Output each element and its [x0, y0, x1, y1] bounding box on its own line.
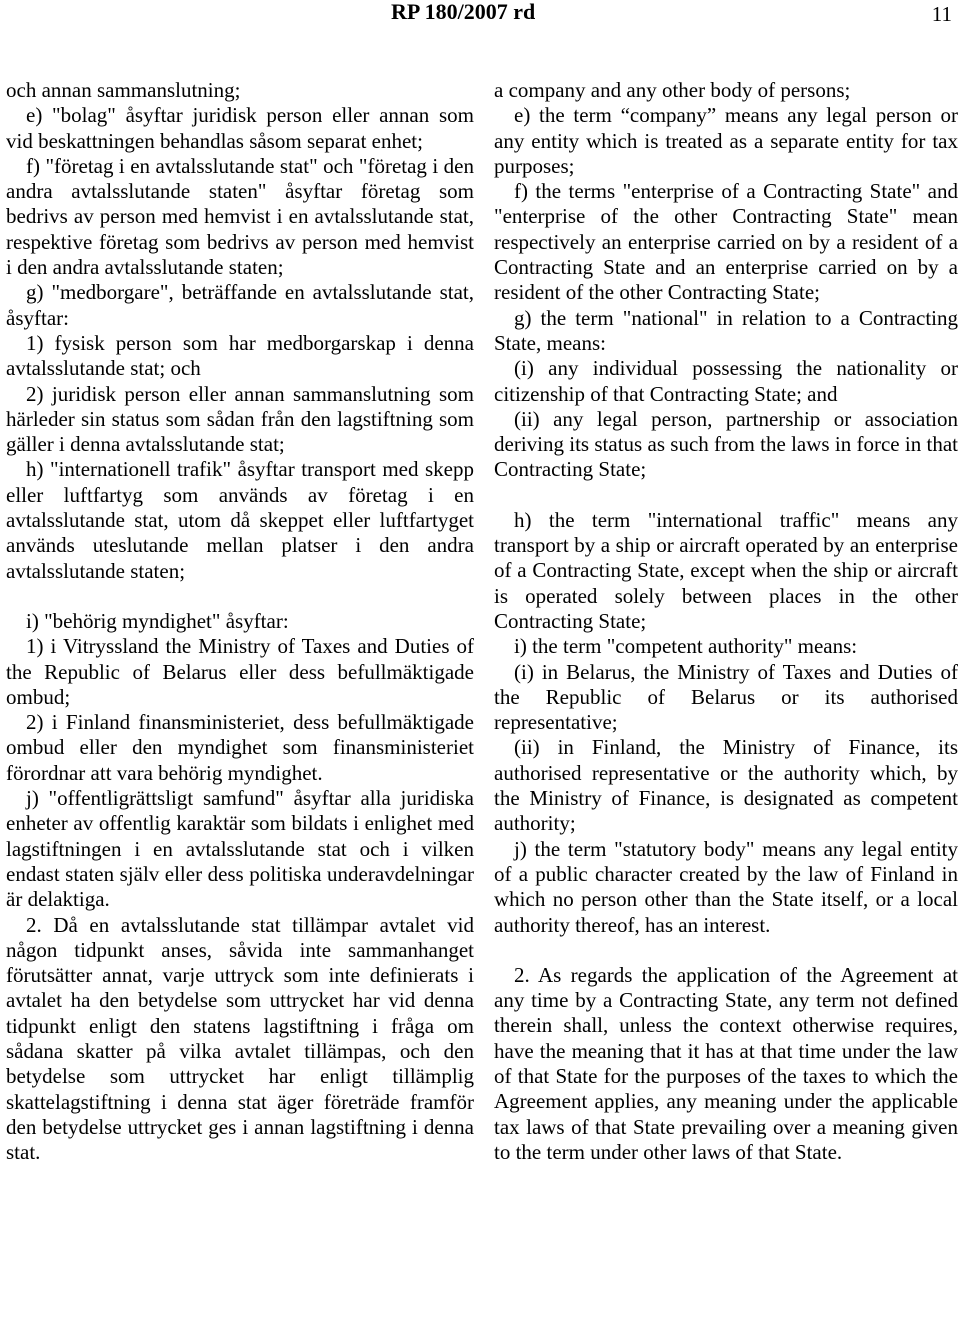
paragraph: och annan sammanslutning; — [6, 78, 241, 102]
paragraph: (ii) in Finland, the Ministry of Finance, its authorised representative or the authority which, by the Ministry of Finance, is designated as competent authority; — [494, 735, 958, 836]
paragraph: 2. As regards the application of the Agreement at any time by a Contracting State, any term not defined therein shall, unless the context otherwise requires, have the meaning that it has at that time under the law of that State for the purposes of the taxes to which the Agreement applies, any meaning under the applicable tax laws of that State prevailing over a meaning given to the term under other laws of that State. — [494, 962, 958, 1164]
paragraph: g) "medborgare", beträffande en avtalsslutande stat, åsyftar: — [6, 280, 474, 330]
paragraph: e) "bolag" åsyftar juridisk person eller annan som vid beskattningen behandlas såsom separat enhet; — [6, 103, 474, 153]
paragraph: i) the term "competent authority" means: — [514, 634, 858, 659]
paragraph: 2. Då en avtalsslutande stat tillämpar avtalet vid någon tidpunkt anses, såvida inte sammanhanget förutsätter annat, varje uttryck som inte definierats i avtalet ha den betydelse som uttrycket har vid denna tidpunkt enligt den statens lagstiftning i fråga om sådana skatter på vilka avtalet tillämpas, och den betydelse som uttrycket har enligt tillämplig skattelagstiftning i denna stat äger företräde framför den betydelse uttrycket ges i annan lagstiftning i denna stat. — [6, 912, 474, 1165]
paragraph: (i) in Belarus, the Ministry of Taxes and Duties of the Republic of Belarus or its authorised representative; — [494, 659, 958, 735]
paragraph: i) "behörig myndighet" åsyftar: — [26, 608, 289, 633]
paragraph: e) the term “company” means any legal person or any entity which is treated as a separate entity for tax purposes; — [494, 103, 958, 178]
paragraph: h) "internationell trafik" åsyftar transport med skepp eller luftfartyg som används av företag i en avtalsslutande stat, utom då skeppet eller luftfartyget används uteslutande mellan platser i den andra avtalsslutande staten; — [6, 457, 474, 583]
document-reference: RP 180/2007 rd — [391, 0, 536, 24]
paragraph: 1) fysisk person som har medborgarskap i denna avtalsslutande stat; och — [6, 330, 474, 381]
paragraph: (ii) any legal person, partnership or association deriving its status as such from the laws in force in that Contracting State; — [494, 406, 958, 482]
paragraph: (i) any individual possessing the nationality or citizenship of that Contracting State; and — [494, 356, 958, 406]
page-number: 11 — [931, 2, 952, 26]
page-header — [0, 0, 960, 40]
paragraph: g) the term "national" in relation to a Contracting State, means: — [494, 305, 958, 355]
paragraph: h) the term "international traffic" means any transport by a ship or aircraft operated by an enterprise of a Contracting State, except when the ship or aircraft is operated solely between places in the other Contracting State; — [494, 507, 958, 633]
english-text-column — [494, 78, 958, 1165]
paragraph: a company and any other body of persons; — [494, 78, 851, 102]
swedish-text-column — [6, 78, 474, 1165]
paragraph: 2) juridisk person eller annan sammanslutning som härleder sin status som sådan från den lagstiftning som gäller i denna avtalsslutande stat; — [6, 381, 474, 457]
paragraph: f) "företag i en avtalsslutande stat" och "företag i den andra avtalsslutande staten" åsyftar företag som bedrivs av person med hemvist i en avtalsslutande stat, respektive företag som bedrivs av person med hemvist i den andra avtalsslutande staten; — [6, 153, 474, 280]
paragraph: 2) i Finland finansministeriet, dess befullmäktigade ombud eller den myndighet som finansministeriet förordnar att vara behörig myndighet. — [6, 710, 474, 785]
paragraph: 1) i Vitryssland the Ministry of Taxes and Duties of the Republic of Belarus eller dess befullmäktigade ombud; — [6, 634, 474, 709]
paragraph: j) "offentligrättsligt samfund" åsyftar alla juridiska enheter av offentlig karaktär som bildats i enlighet med lagstiftningen i en avtalsslutande stat och i vilken endast staten själv eller dess politiska underavdelningar är delaktiga. — [6, 786, 474, 912]
paragraph: f) the terms "enterprise of a Contracting State" and "enterprise of the other Contracting State" mean respectively an enterprise carried on by a resident of a Contracting State and an enterprise carried on by a resident of the other Contracting State; — [494, 179, 958, 305]
paragraph: j) the term "statutory body" means any legal entity of a public character created by the law of Finland in which no person other than the State itself, or a local authority thereof, has an interest. — [494, 836, 958, 937]
